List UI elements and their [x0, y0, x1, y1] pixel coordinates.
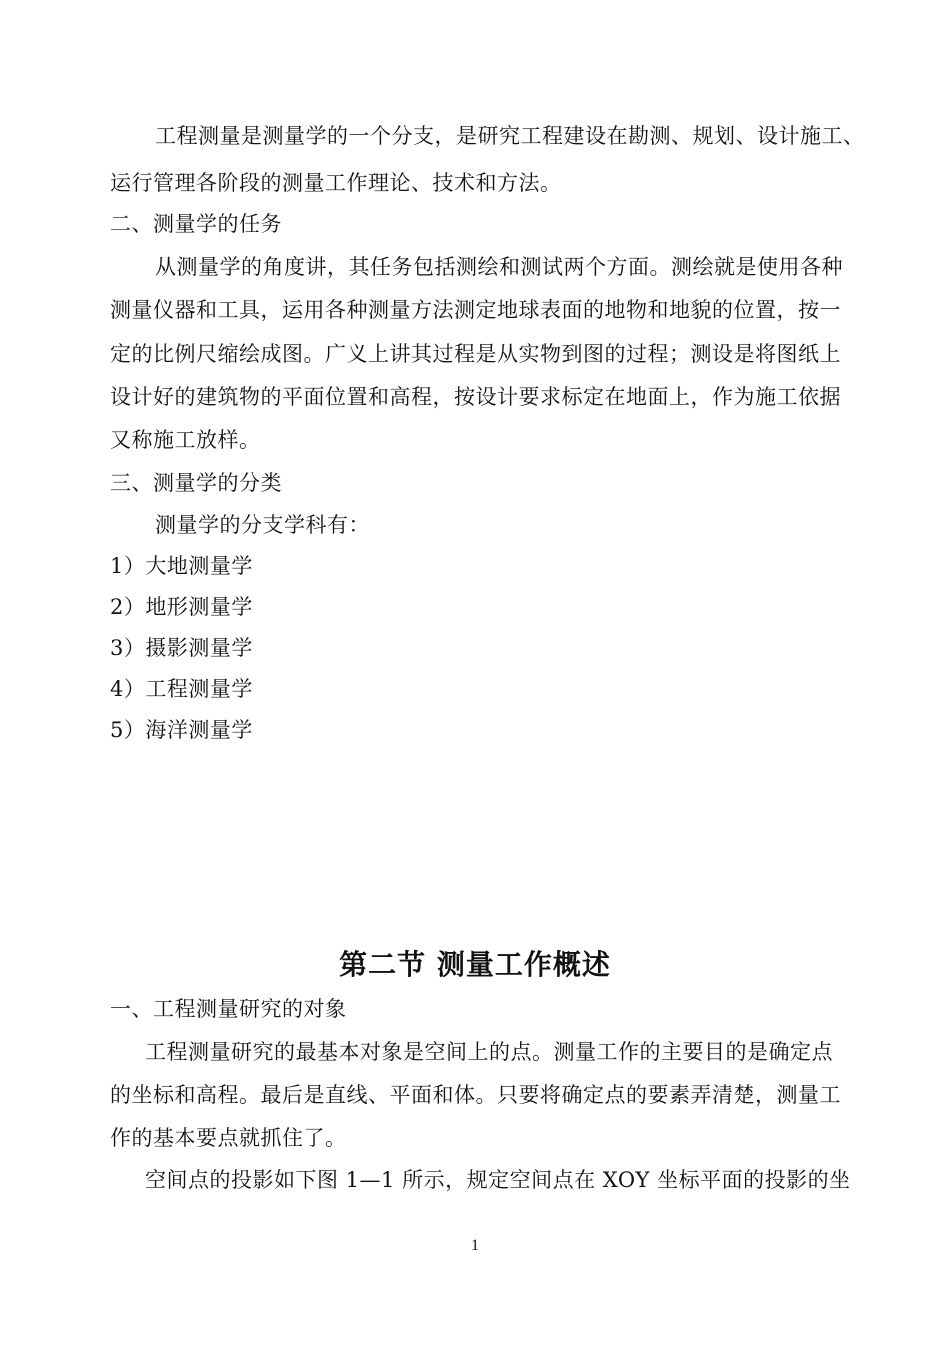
- branches-intro: 测量学的分支学科有：: [155, 513, 370, 537]
- list-item: 3）摄影测量学: [110, 636, 253, 660]
- section-heading-classification: 三、测量学的分类: [110, 471, 282, 495]
- list-item: 5）海洋测量学: [110, 718, 253, 742]
- object-paragraph-line: 的坐标和高程。最后是直线、平面和体。只要将确定点的要素弄清楚，测量工: [110, 1083, 841, 1107]
- object-paragraph-line: 工程测量研究的最基本对象是空间上的点。测量工作的主要目的是确定点: [145, 1040, 833, 1064]
- section-heading-object: 一、工程测量研究的对象: [110, 997, 347, 1021]
- tasks-paragraph-line: 测量仪器和工具，运用各种测量方法测定地球表面的地物和地貌的位置，按一: [110, 298, 841, 322]
- intro-paragraph-line: 运行管理各阶段的测量工作理论、技术和方法。: [110, 171, 562, 195]
- intro-paragraph-line: 工程测量是测量学的一个分支，是研究工程建设在勘测、规划、设计施工、: [155, 124, 865, 148]
- object-paragraph-line: 作的基本要点就抓住了。: [110, 1126, 347, 1150]
- section-heading-tasks: 二、测量学的任务: [110, 212, 282, 236]
- tasks-paragraph-line: 从测量学的角度讲，其任务包括测绘和测试两个方面。测绘就是使用各种: [155, 255, 843, 279]
- list-item: 4）工程测量学: [110, 677, 253, 701]
- section-title: 第二节 测量工作概述: [339, 948, 611, 981]
- page-number: 1: [471, 1237, 479, 1254]
- tasks-paragraph-line: 又称施工放样。: [110, 428, 261, 452]
- projection-paragraph-line: 空间点的投影如下图 1—1 所示，规定空间点在 XOY 坐标平面的投影的坐: [145, 1168, 851, 1192]
- tasks-paragraph-line: 设计好的建筑物的平面位置和高程，按设计要求标定在地面上，作为施工依据: [110, 385, 841, 409]
- list-item: 2）地形测量学: [110, 595, 253, 619]
- tasks-paragraph-line: 定的比例尺缩绘成图。广义上讲其过程是从实物到图的过程；测设是将图纸上: [110, 342, 841, 366]
- list-item: 1）大地测量学: [110, 554, 253, 578]
